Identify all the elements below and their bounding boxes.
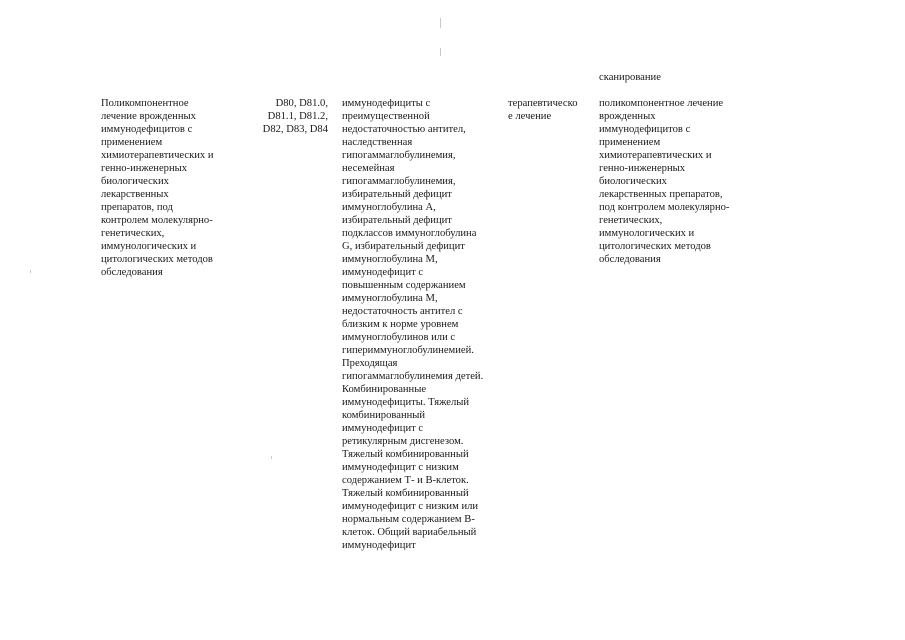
treatment-type-cell: терапевтическо е лечение <box>508 98 578 122</box>
treatment-method-cell: поликомпонентное лечение врожденных иммунодефицитов с применением химиотерапевтических и генно-инженерных биологических лекарственных препаратов, под контролем молекулярно- генетических, иммунологических и цитологических методов обследования <box>599 98 730 265</box>
diagnosis-cell: иммунодефициты с преимущественной недостаточностью антител, наследственная гипогаммаглобулинемия, несемейная гипогаммаглобулинемия, избирательный дефицит иммуноглобулина А, избирательный дефицит подклассов иммуноглобулина G, избирательный дефицит иммуноглобулина М, иммунодефицит с повышенным содержанием иммуноглобулина М, недостаточность антител с близким к норме уровнем иммуноглобулинов или с гипериммуноглобулинемией. Преходящая гипогаммаглобулинемия детей. Комбинированные иммунодефициты. Тяжелый комбинированный иммунодефицит с ретикулярным дисгенезом. Тяжелый комбинированный иммунодефицит с низким содержанием Т- и В-клеток. Тяжелый комбинированный иммунодефицит с низким или нормальным содержанием В- клеток. Общий вариабельный иммунодефицит <box>342 98 484 551</box>
treatment-name-cell: Поликомпонентное лечение врожденных иммунодефицитов с применением химиотерапевтических и генно-инженерных биологических лекарственных препаратов, под контролем молекулярно- генетических, иммунологических и цитологических методов обследования <box>101 98 214 278</box>
scan-mark-middle <box>440 48 441 56</box>
method-continuation-note: сканирование <box>599 72 661 83</box>
scan-mark-left <box>30 270 31 273</box>
scan-mark-top <box>440 18 441 28</box>
scan-mark-center <box>271 456 272 459</box>
icd-codes-cell: D80, D81.0, D81.1, D81.2, D82, D83, D84 <box>262 98 328 135</box>
